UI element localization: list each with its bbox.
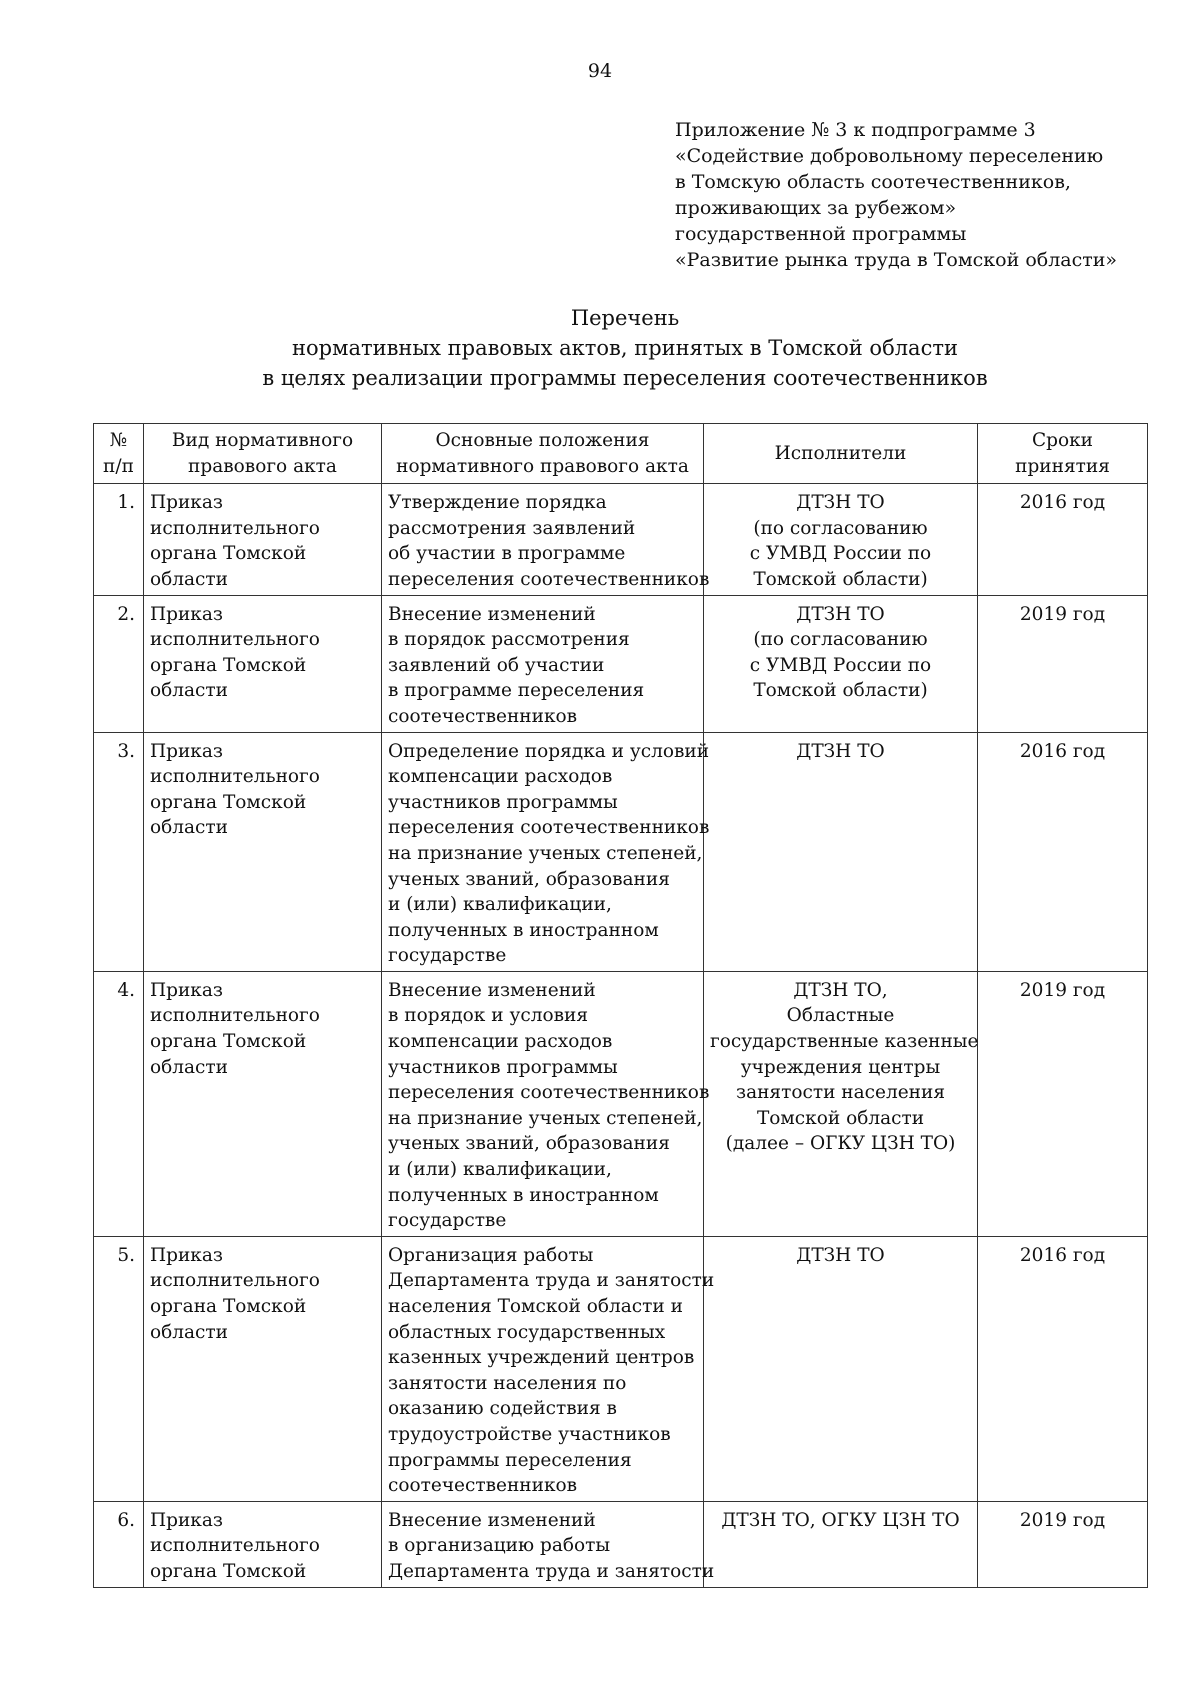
cell-line: органа Томской bbox=[150, 543, 307, 565]
cell-line: исполнительного bbox=[150, 1270, 320, 1292]
cell-date: 2019 год bbox=[978, 1501, 1148, 1587]
appendix-line: «Содействие добровольному переселению bbox=[675, 145, 1104, 167]
cell-line: Приказ bbox=[150, 1509, 223, 1531]
cell-line: принятия bbox=[1015, 455, 1110, 477]
cell-line: области bbox=[150, 1321, 228, 1343]
cell-line: заявлений об участии bbox=[388, 654, 605, 676]
cell-line: правового акта bbox=[188, 455, 337, 477]
header-num bbox=[94, 424, 144, 484]
cell-line: Приказ bbox=[150, 492, 223, 514]
cell-line: государстве bbox=[388, 945, 507, 967]
cell-line: Приказ bbox=[150, 1244, 223, 1266]
cell-line: областных государственных bbox=[388, 1321, 666, 1343]
header-executors bbox=[704, 424, 978, 484]
cell-num: 4. bbox=[94, 971, 144, 1236]
title-line: нормативных правовых актов, принятых в Томской области bbox=[292, 336, 958, 360]
cell-line: переселения соотечественников bbox=[388, 817, 710, 839]
appendix-line: Приложение № 3 к подпрограмме 3 bbox=[675, 119, 1036, 141]
cell-line: в порядок рассмотрения bbox=[388, 629, 630, 651]
cell-line: соотечественников bbox=[388, 1475, 578, 1497]
cell-date: 2019 год bbox=[978, 595, 1148, 732]
cell-line: нормативного правового акта bbox=[396, 455, 689, 477]
cell-line: исполнительного bbox=[150, 517, 320, 539]
cell-line: ДТЗН ТО, bbox=[793, 979, 888, 1001]
cell-line: № bbox=[109, 430, 128, 451]
header-act-type bbox=[144, 424, 382, 484]
cell-line: ДТЗН ТО bbox=[796, 740, 885, 762]
cell-line: в порядок и условия bbox=[388, 1005, 589, 1027]
cell-line: органа Томской bbox=[150, 1296, 307, 1317]
cell-line: исполнительного bbox=[150, 629, 320, 651]
cell-line: и (или) квалификации, bbox=[388, 894, 612, 916]
cell-num: 5. bbox=[94, 1236, 144, 1501]
cell-date: 2016 год bbox=[978, 484, 1148, 595]
cell-line: Вид нормативного bbox=[171, 430, 354, 451]
cell-line: Исполнители bbox=[774, 442, 907, 464]
cell-line: Приказ bbox=[150, 603, 223, 625]
cell-provisions bbox=[382, 732, 710, 971]
cell-line: полученных в иностранном bbox=[388, 1184, 659, 1206]
cell-line: ДТЗН ТО bbox=[796, 492, 885, 514]
cell-line: на признание ученых степеней, bbox=[388, 842, 703, 864]
cell-line: Внесение изменений bbox=[388, 979, 596, 1001]
cell-provisions bbox=[382, 1501, 715, 1587]
cell-line: Департамента труда и занятости bbox=[388, 1270, 715, 1292]
cell-line: Департамента труда и занятости bbox=[388, 1560, 715, 1582]
cell-line: ДТЗН ТО bbox=[796, 1244, 885, 1266]
cell-line: населения Томской области и bbox=[388, 1296, 683, 1317]
cell-line: в программе переселения bbox=[388, 680, 645, 702]
cell-line: органа Томской bbox=[150, 654, 307, 676]
cell-line: области bbox=[150, 817, 228, 839]
cell-line: п/п bbox=[103, 455, 134, 477]
cell-date: 2019 год bbox=[978, 971, 1148, 1236]
table-row bbox=[94, 1501, 1148, 1587]
cell-line: компенсации расходов bbox=[388, 1031, 613, 1053]
cell-line: участников программы bbox=[388, 791, 618, 813]
cell-act-type bbox=[144, 971, 382, 1236]
header-dates bbox=[978, 424, 1148, 484]
cell-line: казенных учреждений центров bbox=[388, 1347, 695, 1369]
acts-table bbox=[93, 423, 1148, 1588]
appendix-line: государственной программы bbox=[675, 223, 967, 245]
cell-line: исполнительного bbox=[150, 766, 320, 788]
table-row bbox=[94, 1236, 1148, 1501]
cell-line: переселения соотечественников bbox=[388, 568, 710, 590]
cell-provisions bbox=[382, 484, 710, 595]
cell-executors bbox=[704, 732, 978, 971]
cell-line: Томской области) bbox=[753, 568, 928, 590]
appendix-line: «Развитие рынка труда в Томской области» bbox=[675, 249, 1118, 271]
cell-executors bbox=[704, 971, 978, 1236]
cell-line: Утверждение порядка bbox=[388, 492, 607, 514]
cell-line: Определение порядка и условий bbox=[388, 740, 710, 762]
cell-num: 3. bbox=[94, 732, 144, 971]
cell-num: 6. bbox=[94, 1501, 144, 1587]
page-number: 94 bbox=[587, 60, 613, 82]
cell-line: об участии в программе bbox=[388, 543, 626, 565]
cell-date: 2016 год bbox=[978, 732, 1148, 971]
cell-num: 1. bbox=[94, 484, 144, 595]
appendix-line: в Томскую область соотечественников, bbox=[675, 171, 1071, 193]
cell-provisions bbox=[382, 595, 704, 732]
cell-line: полученных в иностранном bbox=[388, 919, 659, 941]
cell-line: с УМВД России по bbox=[749, 654, 932, 676]
cell-act-type bbox=[144, 595, 382, 732]
cell-line: Сроки bbox=[1031, 430, 1094, 451]
cell-line: Приказ bbox=[150, 740, 223, 762]
cell-line: соотечественников bbox=[388, 705, 578, 727]
document-title bbox=[0, 303, 1200, 393]
cell-line: программы переселения bbox=[388, 1449, 632, 1471]
cell-line: ДТЗН ТО bbox=[796, 603, 885, 625]
cell-line: Томской области bbox=[756, 1107, 925, 1129]
cell-act-type bbox=[144, 732, 382, 971]
cell-line: Приказ bbox=[150, 979, 223, 1001]
table-row bbox=[94, 595, 1148, 732]
cell-line: исполнительного bbox=[150, 1535, 320, 1557]
cell-line: органа Томской bbox=[150, 1031, 307, 1053]
cell-line: (по согласованию bbox=[753, 517, 928, 539]
cell-line: трудоустройстве участников bbox=[388, 1423, 671, 1445]
cell-line: Томской области) bbox=[753, 680, 928, 702]
cell-line: ученых званий, образования bbox=[388, 1133, 670, 1155]
title-line: Перечень bbox=[570, 306, 680, 330]
cell-executors bbox=[704, 595, 978, 732]
cell-line: и (или) квалификации, bbox=[388, 1159, 612, 1181]
cell-line: Областные bbox=[786, 1005, 895, 1027]
cell-num: 2. bbox=[94, 595, 144, 732]
table-row bbox=[94, 732, 1148, 971]
cell-provisions bbox=[382, 1236, 715, 1501]
cell-line: (по согласованию bbox=[753, 629, 928, 651]
title-line: в целях реализации программы переселения соотечественников bbox=[262, 366, 988, 390]
cell-line: оказанию содействия в bbox=[388, 1398, 617, 1420]
cell-line: Организация работы bbox=[388, 1244, 594, 1266]
cell-line: учреждения центры bbox=[740, 1056, 941, 1078]
cell-act-type bbox=[144, 484, 382, 595]
cell-line: органа Томской bbox=[150, 791, 307, 813]
cell-provisions bbox=[382, 971, 710, 1236]
table-row bbox=[94, 971, 1148, 1236]
cell-executors bbox=[704, 1501, 978, 1587]
cell-line: области bbox=[150, 568, 228, 590]
appendix-line: проживающих за рубежом» bbox=[675, 197, 957, 219]
cell-line: в организацию работы bbox=[388, 1535, 611, 1557]
cell-line: органа Томской bbox=[150, 1560, 307, 1582]
cell-line: области bbox=[150, 1056, 228, 1078]
cell-line: с УМВД России по bbox=[749, 543, 932, 565]
cell-act-type bbox=[144, 1501, 382, 1587]
cell-line: занятости населения по bbox=[388, 1372, 627, 1394]
cell-line: переселения соотечественников bbox=[388, 1082, 710, 1104]
cell-line: государстве bbox=[388, 1210, 507, 1232]
cell-line: рассмотрения заявлений bbox=[388, 517, 636, 539]
cell-line: Основные положения bbox=[435, 430, 650, 451]
appendix-note bbox=[675, 117, 1117, 273]
cell-line: участников программы bbox=[388, 1056, 618, 1078]
header-provisions bbox=[382, 424, 704, 484]
cell-act-type bbox=[144, 1236, 382, 1501]
cell-line: ДТЗН ТО, ОГКУ ЦЗН ТО bbox=[721, 1509, 960, 1531]
table-row bbox=[94, 484, 1148, 595]
cell-line: Внесение изменений bbox=[388, 1509, 596, 1531]
cell-executors bbox=[704, 484, 978, 595]
cell-line: государственные казенные bbox=[710, 1031, 979, 1053]
cell-line: исполнительного bbox=[150, 1005, 320, 1027]
cell-line: компенсации расходов bbox=[388, 766, 613, 788]
cell-executors bbox=[704, 1236, 978, 1501]
cell-line: (далее – ОГКУ ЦЗН ТО) bbox=[725, 1133, 956, 1155]
table-header-row bbox=[94, 424, 1148, 484]
cell-line: на признание ученых степеней, bbox=[388, 1107, 703, 1129]
cell-line: ученых званий, образования bbox=[388, 868, 670, 890]
cell-line: занятости населения bbox=[735, 1082, 945, 1104]
cell-date: 2016 год bbox=[978, 1236, 1148, 1501]
cell-line: Внесение изменений bbox=[388, 603, 596, 625]
cell-line: области bbox=[150, 680, 228, 702]
